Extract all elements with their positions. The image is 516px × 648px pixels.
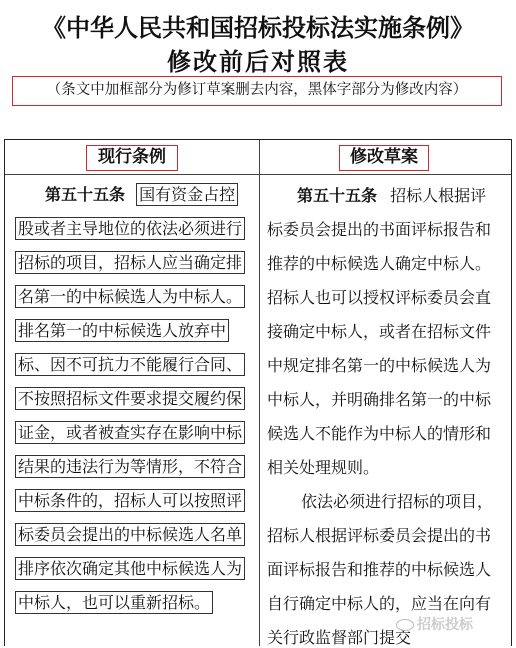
right-added-text: 招标人根据评 — [390, 186, 487, 205]
document-subtitle: 修改前后对照表 — [167, 48, 349, 76]
header-divider — [5, 174, 511, 175]
legend-note: （条文中加框部分为修订草案删去内容，黑体字部分为修改内容） — [12, 76, 502, 106]
left-article-label: 第五十五条 — [45, 185, 126, 204]
right-line: 面评标报告和推荐的中标候选人 — [267, 560, 492, 579]
watermark — [396, 612, 512, 638]
left-line: 标、因不可抗力不能履行合同、 — [15, 353, 245, 376]
right-line: 招标人根据评标委员会提出的书 — [267, 526, 492, 545]
left-line: 排序依次确定其他中标候选人为 — [15, 557, 245, 580]
wechat-logo-icon — [396, 619, 414, 631]
header-current-regulation: 现行条例 — [86, 145, 178, 171]
left-first-line — [45, 185, 238, 205]
column-divider — [259, 140, 260, 646]
right-line: 依法必须进行招标的项目， — [301, 492, 494, 511]
right-line: 标委员会提出的书面评标报告和 — [267, 220, 492, 239]
header-draft-amendment: 修改草案 — [339, 145, 429, 171]
right-line: 自行确定中标人的，应当在向有 — [267, 594, 492, 613]
left-line: 中标人，也可以重新招标。 — [15, 591, 213, 614]
right-line: 相关处理规则。 — [267, 458, 380, 477]
left-line: 名第一的中标候选人为中标人。 — [15, 285, 245, 308]
left-line: 股或者主导地位的依法必须进行 — [15, 217, 245, 240]
right-article-label: 第五十五条 — [297, 186, 378, 205]
right-line: 关行政监督部门提交 — [267, 628, 412, 647]
comparison-table — [4, 139, 512, 646]
document-title: 《中华人民共和国招标投标法实施条例》 — [42, 14, 474, 42]
right-line: 推荐的中标候选人确定中标人。 — [267, 254, 492, 273]
left-line: 证金，或者被查实存在影响中标 — [15, 421, 245, 444]
right-first-line — [297, 186, 486, 206]
left-line: 招标的项目，招标人应当确定排 — [15, 251, 245, 274]
watermark-text: 招标投标 — [417, 617, 473, 633]
left-line: 不按照招标文件要求提交履约保 — [15, 387, 245, 410]
right-line: 候选人不能作为中标人的情形和 — [267, 424, 492, 443]
left-line: 结果的违法行为等情形，不符合 — [15, 455, 245, 478]
left-line: 排名第一的中标候选人放弃中 — [15, 319, 229, 342]
right-line: 接确定中标人，或者在招标文件 — [267, 322, 492, 341]
left-deleted-text: 国有资金占控 — [136, 183, 238, 206]
right-line: 中规定排名第一的中标候选人为 — [267, 356, 492, 375]
left-line: 中标条件的，招标人可以按照评 — [15, 489, 245, 512]
right-line: 中标人，并明确排名第一的中标 — [267, 390, 492, 409]
right-line: 招标人也可以授权评标委员会直 — [267, 288, 492, 307]
left-line: 标委员会提出的中标候选人名单 — [15, 523, 245, 546]
